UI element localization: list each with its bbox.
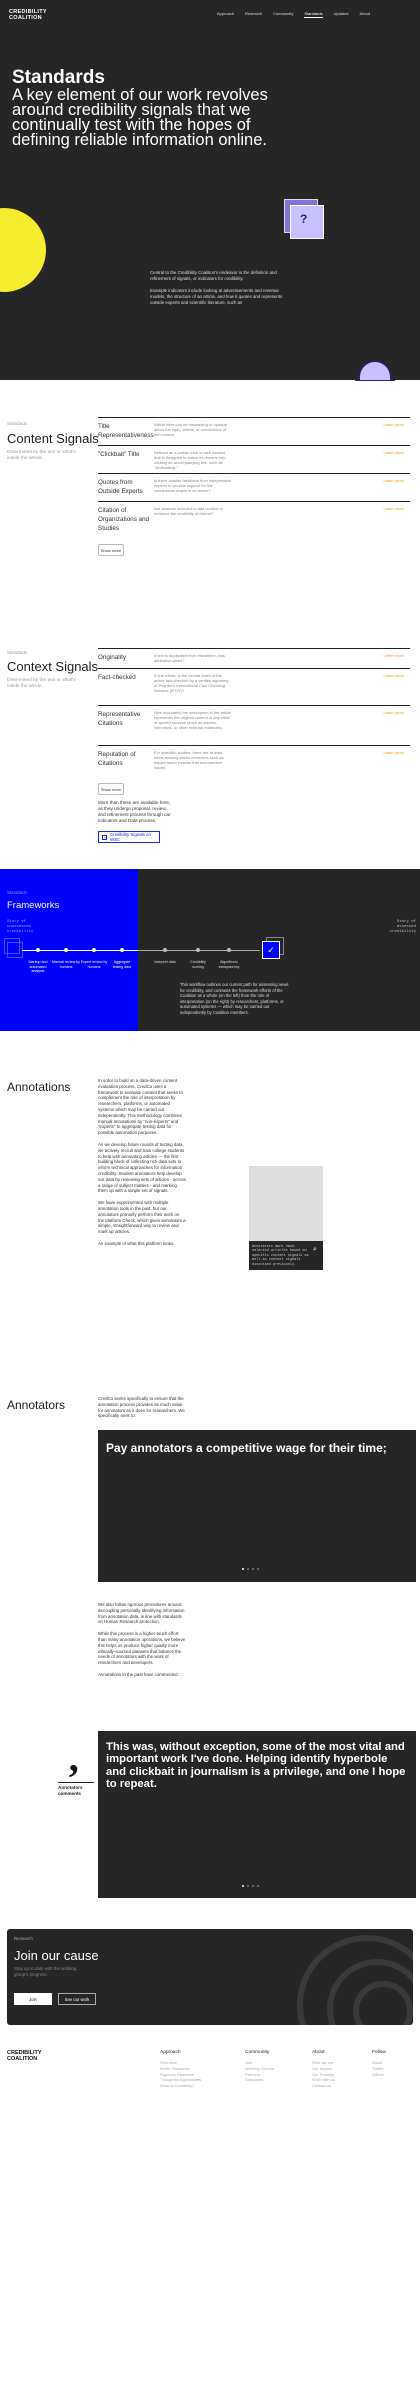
carousel-dots[interactable]	[242, 1568, 259, 1570]
nav-approach[interactable]: Approach	[216, 11, 235, 16]
footer-link[interactable]: Slack	[372, 2060, 382, 2065]
w3c-intro-text: More than these are available here, as they undergo proposal, review, and refinement process through our indicators and Data process.	[98, 800, 171, 823]
footer-link[interactable]: Better Standards	[160, 2065, 191, 2071]
signal-desc: If one exists, is the central claim of the article fact-checked by a verified signatory of Poynter's International Fact Checking Network (IFCN)?	[154, 673, 229, 693]
annotators-body	[98, 1602, 186, 1678]
signal-row[interactable]	[98, 473, 410, 501]
signal-row[interactable]	[98, 417, 410, 445]
annotations-body	[98, 1078, 186, 1247]
hero-section	[0, 0, 420, 380]
frameworks-title: Frameworks	[7, 900, 60, 911]
footer-heading: About	[312, 2050, 325, 2055]
footer-link[interactable]: What is Credibility?	[160, 2083, 195, 2089]
w3c-link-button[interactable]	[98, 831, 160, 843]
annotations-p3: We have experimented with multiple annotation tools in the past, but our annotators primarily perform their work on the platform Check, which gives annotators a simple, straightforward way to review and mark up articles.	[98, 1200, 186, 1235]
footer-heading: Approach	[160, 2050, 181, 2055]
annotator-comment-quote: This was, without exception, some of the most vital and important work I've done. Helping identify hyperbole and clickbait in journalism is a privilege, and one I hope to repeat.	[106, 1741, 406, 1791]
signal-row[interactable]	[98, 705, 410, 745]
footer-heading: Follow	[372, 2050, 386, 2055]
annotators-title: Annotators	[7, 1398, 66, 1412]
signal-name: Reputation of Citations	[98, 751, 136, 767]
footer-link[interactable]: Partners	[245, 2071, 261, 2077]
workflow-dot	[64, 948, 68, 952]
logo-line-2: COALITION	[7, 2056, 38, 2062]
signal-name: Fact-checked	[98, 674, 136, 681]
workflow-step: Manual review by humans	[52, 960, 80, 969]
external-link-icon: ↗	[103, 835, 106, 840]
unassessed-square-graphic	[7, 942, 23, 958]
learn-more-link[interactable]: Learn more	[383, 506, 404, 511]
logo[interactable]	[9, 9, 47, 21]
learn-more-link[interactable]: Learn more	[383, 422, 404, 427]
carousel-dots[interactable]	[242, 1885, 259, 1887]
footer-link[interactable]: Our Impact	[312, 2065, 332, 2071]
annotators-comments-label: Annotators comments	[58, 1785, 83, 1796]
workflow-dot	[163, 948, 167, 952]
carousel-dot[interactable]	[252, 1885, 254, 1887]
footer-link[interactable]: Standards	[245, 2077, 264, 2083]
hero-desc-2: Example indicators include looking at advertisements and revenue models, the structure of an article, and how it quotes and represents outside experts and scientific literature, such as	[150, 288, 283, 305]
footer-heading: Community	[245, 2050, 270, 2055]
signal-name: Title Representativeness	[98, 423, 154, 439]
nav-research[interactable]: Research	[245, 11, 263, 16]
learn-more-link[interactable]: Learn more	[383, 673, 404, 678]
signal-name: Originality	[98, 654, 126, 661]
content-signals-description: Determined by the text or what's inside the article.	[7, 450, 76, 461]
signal-row[interactable]	[98, 501, 410, 535]
search-icon[interactable]: ⌕	[313, 1246, 317, 1253]
annotations-title: Annotations	[7, 1080, 71, 1094]
signal-name: Citation of Organizations and Studies	[98, 507, 150, 532]
annotation-caption: Annotators mark hand-selected articles based on specific content signals as well as context signals discussed previously.	[252, 1245, 309, 1267]
workflow-step: Aggregate testing data	[112, 960, 132, 969]
logo-line-1: CREDIBILITY	[7, 2050, 42, 2056]
footer-col-follow	[372, 2050, 386, 2077]
question-mark-icon: ?	[300, 212, 308, 226]
workflow-step: Credibility scoring	[190, 960, 206, 969]
annotations-p1: In order to build on a data-driven content evaluation process, CredCo uses a framework to evaluate content that seeks to complement the role of interpretation by researchers, platforms, or automated systems which may be carried out independently. This methodology combines manual annotations by "non-experts" and "experts" to aggregate testing data for possible automation purposes.	[98, 1078, 183, 1136]
carousel-dot[interactable]	[247, 1885, 249, 1887]
signal-desc: Defined as a certain kind of web content that is designed to entice its readers into clicking an accompanying link, such as "clickbaiting."	[154, 450, 226, 470]
signal-desc: Are citations included to add context or enhance the credibility of claims?	[154, 506, 223, 516]
footer-col-about	[312, 2050, 335, 2089]
signal-name: Quotes from Outside Experts	[98, 479, 143, 495]
signal-desc: If text is duplicated from elsewhere, was attribution given?	[154, 653, 225, 663]
tag-assessed: Story of assessed credibility	[389, 920, 416, 934]
signal-desc: How accurately the description in the article represents the original content of any cited or quoted sources (such as articles, interviews, or other external materials).	[154, 710, 232, 730]
signal-name: "Clickbait" Title	[98, 451, 140, 458]
signal-row[interactable]	[98, 445, 410, 473]
nav-updates[interactable]: Updates	[333, 11, 349, 16]
footer-link[interactable]: Working Groups	[245, 2065, 274, 2071]
signal-name: Representative Citations	[98, 711, 141, 727]
signal-desc: Article titles can be misleading or opaque about the topic, claims, or conclusions of the content.	[154, 422, 227, 437]
annotations-p4: An example of what this platform looks.	[98, 1240, 175, 1246]
carousel-dot[interactable]	[252, 1568, 254, 1570]
carousel-dot[interactable]	[257, 1568, 259, 1570]
footer-link[interactable]: Thoughtful Approaches	[160, 2077, 202, 2083]
footer-link[interactable]: Github	[372, 2071, 384, 2077]
wage-quote: Pay annotators a competitive wage for their time;	[106, 1441, 387, 1455]
see-our-work-button[interactable]: See our work	[58, 1993, 96, 2005]
frameworks-description: This workflow outlines our current path for assessing news for credibility, and contrasts the framework efforts of the Coalition as a whole (on the left) from the role of interpretation (on the right) by researchers, platforms, or automated systems — which may be carried out independently by Coalition members.	[180, 982, 289, 1015]
context-signals-kicker: Standards	[7, 650, 28, 655]
main-nav	[217, 11, 370, 18]
learn-more-link[interactable]: Learn more	[383, 653, 404, 658]
annotators-p1: We also follow rigorous procedures around decoupling personally identifying information from annotation data, in line with standards on Human Research protection.	[98, 1602, 185, 1625]
yellow-circle-graphic	[0, 208, 46, 292]
footer-link[interactable]: Our Funding	[312, 2071, 335, 2077]
half-circle-graphic	[359, 361, 391, 380]
hero-subtitle: A key element of our work revolves around credibility signals that we continually test with the hopes of defining reliable information online.	[12, 86, 268, 149]
footer-link[interactable]: Twitter	[372, 2065, 384, 2071]
join-button[interactable]: Join	[14, 1993, 52, 2005]
hero-desc-1: Central to the Credibility Coalition's endeavor is the definition and refinement of signals, or indicators for credibility.	[150, 270, 277, 281]
join-cta-panel	[7, 1929, 413, 2025]
learn-more-link[interactable]: Learn more	[383, 478, 404, 483]
workflow-step: Algorithmic transparency	[218, 960, 240, 969]
annotators-p3: Annotations in the past have commented:	[98, 1671, 179, 1677]
signal-row[interactable]	[98, 648, 410, 668]
workflow-dot	[196, 948, 200, 952]
footer-link[interactable]: Work with us	[312, 2077, 335, 2083]
carousel-dot[interactable]	[257, 1885, 259, 1887]
footer-link[interactable]: Contact us	[312, 2083, 332, 2089]
context-signals-description: Determined by the text or what's inside the article.	[7, 678, 76, 689]
footer-col-community	[245, 2050, 274, 2083]
annotators-p2: While this process is a higher-touch effort than many annotation operations, we believe this helps us produce higher quality more ethically-sourced datasets that balance the needs of annotators with the work of researchers and developers.	[98, 1631, 186, 1666]
nav-standards[interactable]: Standards	[304, 11, 323, 16]
annotations-p2: As we develop future rounds of testing data, we actively recruit and train college students to help with annotating articles — the first building block of collecting rich data sets to inform technical approaches for information credibility. Student annotators help develop our data by reviewing sets of articles - across a range of subject matters - and marking them up with a simple set of signals.	[98, 1141, 186, 1194]
workflow-dot	[227, 948, 231, 952]
signal-desc: For scientific studies, there are at least some existing public measures such as impact factor (results that documented issues	[154, 750, 224, 770]
footer-col-approach	[160, 2050, 201, 2089]
join-description: Stay up to date with the working group's progress.	[14, 1966, 77, 1977]
workflow-step: Expert review by humans	[80, 960, 108, 969]
footer-logo[interactable]	[7, 2050, 42, 2062]
logo-line-1: CREDIBILITY	[9, 9, 47, 15]
workflow-dot	[120, 948, 124, 952]
learn-more-link[interactable]: Learn more	[383, 450, 404, 455]
check-icon: ✓	[262, 941, 280, 959]
carousel-dot[interactable]	[242, 1568, 244, 1570]
carousel-dot[interactable]	[242, 1885, 244, 1887]
quote-mark-icon: ‚	[67, 1735, 81, 1780]
learn-more-link[interactable]: Learn more	[383, 710, 404, 715]
divider	[58, 1782, 94, 1783]
content-signals-kicker: Standards	[7, 421, 28, 426]
learn-more-link[interactable]: Learn more	[383, 750, 404, 755]
footer-link[interactable]: Join	[245, 2060, 253, 2065]
annotators-intro: CredCo seeks specifically to ensure that the annotation process provides as much value for annotators as it does for researchers. We specifically seek to:	[98, 1396, 185, 1419]
show-more-button[interactable]: Show more	[98, 544, 124, 556]
workflow-dot	[92, 948, 96, 952]
footer-link[interactable]: Who we are	[312, 2060, 334, 2065]
page-title: Standards	[12, 67, 105, 88]
join-kicker: Research	[14, 1936, 33, 1941]
show-more-button[interactable]: Show more	[98, 783, 124, 795]
carousel-dot[interactable]	[247, 1568, 249, 1570]
context-signals-title: Context Signals	[7, 659, 99, 674]
signal-desc: Is there outside feedback from independent experts to provide support for the conclusions drawn in an article?	[154, 478, 231, 493]
workflow-step: Markup and automated analysis	[28, 960, 48, 973]
workflow-step: Interpret data	[154, 960, 176, 964]
divider	[355, 380, 395, 381]
hero-description	[150, 270, 290, 306]
content-signals-title: Content Signals	[7, 431, 99, 446]
signal-row[interactable]	[98, 668, 410, 705]
nav-about[interactable]: About	[359, 11, 370, 16]
logo-line-2: COALITION	[9, 15, 42, 21]
tag-unassessed: Story of unassessed credibility	[7, 920, 34, 934]
signal-row[interactable]	[98, 745, 410, 779]
footer-link[interactable]: Overview	[160, 2060, 177, 2065]
frameworks-kicker: Standards	[7, 890, 28, 895]
workflow-dot	[36, 948, 40, 952]
footer-link[interactable]: Rigorous Research	[160, 2071, 195, 2077]
join-title: Join our cause	[14, 1948, 99, 1963]
nav-community[interactable]: Community	[273, 11, 294, 16]
w3c-button-label: Credibility Signals on W3C	[109, 832, 151, 842]
